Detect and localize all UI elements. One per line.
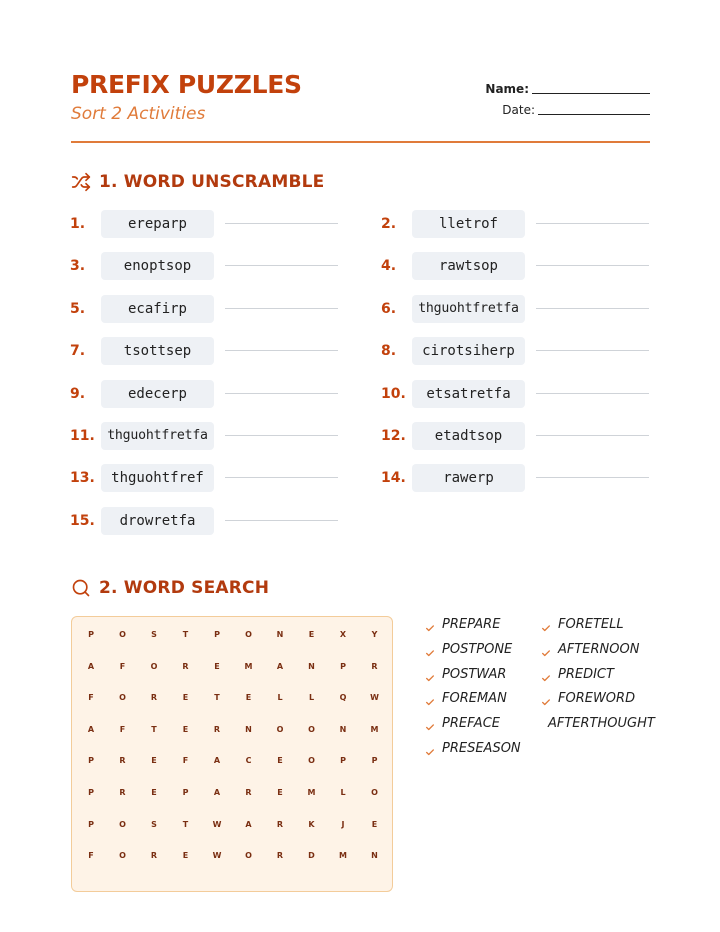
grid-letter[interactable]: O — [276, 724, 284, 734]
grid-letter[interactable]: P — [214, 630, 220, 639]
grid-letter[interactable]: N — [339, 724, 347, 734]
answer-line[interactable] — [225, 350, 338, 351]
student-info — [485, 80, 650, 122]
word-bank-word: PREDICT — [558, 666, 614, 682]
check-icon — [425, 719, 435, 729]
answer-line[interactable] — [536, 265, 649, 266]
grid-letter[interactable]: S — [151, 630, 157, 639]
grid-letter[interactable]: F — [182, 756, 189, 766]
grid-letter[interactable]: E — [277, 756, 283, 766]
grid-letter[interactable]: P — [340, 756, 346, 766]
scrambled-word: thguohtfretfa — [412, 295, 525, 323]
grid-letter[interactable]: N — [308, 661, 315, 671]
grid-letter[interactable]: A — [213, 756, 221, 766]
check-icon — [541, 645, 551, 655]
grid-letter[interactable]: T — [182, 819, 189, 829]
scrambled-word: thguohtfretfa — [101, 422, 214, 450]
scrambled-word: etadtsop — [412, 422, 525, 450]
grid-letter[interactable]: L — [308, 693, 315, 703]
word-bank-word: PREPARE — [442, 617, 501, 632]
grid-letter[interactable]: O — [308, 724, 315, 734]
scrambled-word: ecafirp — [101, 295, 214, 323]
grid-letter[interactable]: Y — [371, 630, 378, 639]
item-number: 15. — [70, 512, 95, 529]
grid-letter[interactable]: S — [151, 819, 157, 829]
grid-letter[interactable]: E — [277, 788, 283, 797]
answer-line[interactable] — [225, 223, 338, 224]
name-row — [485, 80, 650, 101]
word-bank-word: FOREMAN — [442, 691, 507, 707]
scrambled-word: etsatretfa — [412, 380, 525, 408]
unscramble-item — [70, 422, 350, 450]
item-number: 1. — [70, 216, 86, 232]
grid-letter[interactable]: L — [277, 693, 283, 703]
unscramble-item — [381, 380, 661, 408]
answer-line[interactable] — [536, 435, 649, 436]
check-icon — [425, 645, 435, 655]
check-icon — [425, 620, 435, 630]
grid-letter[interactable]: F — [119, 724, 126, 734]
grid-letter[interactable]: T — [151, 724, 157, 734]
grid-letter[interactable]: O — [119, 630, 126, 639]
answer-line[interactable] — [225, 435, 338, 436]
header-divider — [71, 141, 650, 143]
item-number: 10. — [381, 385, 406, 402]
item-number: 12. — [381, 428, 406, 444]
word-bank-word: FORETELL — [558, 617, 624, 632]
unscramble-item — [381, 422, 661, 450]
item-number: 7. — [70, 343, 86, 360]
check-icon — [425, 744, 435, 754]
grid-letter[interactable]: L — [340, 788, 346, 797]
unscramble-item — [70, 210, 350, 238]
grid-letter[interactable]: O — [245, 851, 252, 861]
scrambled-word: cirotsiherp — [412, 337, 525, 365]
unscramble-item — [381, 210, 661, 238]
grid-letter[interactable]: P — [88, 819, 94, 829]
grid-letter[interactable]: R — [245, 788, 252, 797]
answer-line[interactable] — [536, 308, 649, 309]
grid-letter[interactable]: M — [370, 724, 379, 734]
unscramble-item — [70, 337, 350, 365]
grid-letter[interactable]: R — [119, 788, 126, 797]
check-icon — [541, 694, 551, 704]
grid-letter[interactable]: P — [182, 788, 189, 797]
grid-letter[interactable]: X — [339, 630, 347, 639]
scrambled-word: drowretfa — [101, 507, 214, 535]
section-unscramble-title: 1. WORD UNSCRAMBLE — [99, 172, 325, 192]
grid-letter[interactable]: O — [119, 851, 126, 861]
item-number: 9. — [70, 385, 86, 402]
answer-line[interactable] — [225, 393, 338, 394]
grid-letter[interactable]: F — [88, 851, 94, 861]
unscramble-item — [70, 380, 350, 408]
grid-letter[interactable]: E — [245, 693, 252, 703]
answer-line[interactable] — [536, 350, 649, 351]
answer-line[interactable] — [536, 223, 649, 224]
answer-line[interactable] — [536, 393, 649, 394]
check-icon — [425, 670, 435, 680]
item-number: 5. — [70, 300, 86, 317]
grid-letter[interactable]: J — [341, 819, 345, 829]
grid-letter[interactable]: P — [340, 661, 346, 671]
grid-letter[interactable]: O — [371, 788, 378, 797]
scrambled-word: thguohtfref — [101, 464, 214, 492]
grid-letter[interactable]: Q — [339, 693, 347, 703]
answer-line[interactable] — [225, 477, 338, 478]
grid-letter[interactable]: O — [245, 630, 252, 639]
grid-letter[interactable]: E — [182, 693, 189, 703]
scrambled-word: edecerp — [101, 380, 214, 408]
answer-line[interactable] — [225, 265, 338, 266]
grid-letter[interactable]: W — [212, 819, 222, 829]
grid-letter[interactable]: R — [276, 819, 284, 829]
grid-letter[interactable]: E — [371, 819, 378, 829]
grid-letter[interactable]: P — [88, 630, 94, 639]
date-field[interactable] — [538, 113, 650, 115]
word-bank-word: AFTERTHOUGHT — [548, 716, 655, 732]
date-row — [485, 101, 650, 122]
answer-line[interactable] — [225, 308, 338, 309]
item-number: 4. — [381, 258, 397, 275]
grid-letter[interactable]: R — [276, 851, 284, 861]
unscramble-item — [70, 252, 350, 280]
scrambled-word: rawtsop — [412, 252, 525, 280]
grid-letter[interactable]: P — [371, 756, 378, 766]
unscramble-item — [381, 252, 661, 280]
word-bank-word: PREFACE — [442, 716, 500, 732]
grid-letter[interactable]: A — [276, 661, 284, 671]
item-number: 8. — [381, 343, 397, 360]
grid-letter[interactable]: M — [244, 661, 253, 671]
grid-letter[interactable]: F — [88, 693, 94, 703]
item-number: 3. — [70, 258, 86, 275]
grid-letter[interactable]: E — [308, 630, 315, 639]
grid-letter[interactable]: E — [182, 724, 189, 734]
grid-letter[interactable]: R — [371, 661, 378, 671]
search-icon — [71, 578, 91, 598]
word-bank-word: AFTERNOON — [558, 641, 640, 657]
grid-letter[interactable]: R — [213, 724, 221, 734]
check-icon — [425, 694, 435, 704]
grid-letter[interactable]: M — [339, 851, 347, 861]
grid-letter[interactable]: O — [308, 756, 315, 766]
scrambled-word: enoptsop — [101, 252, 214, 280]
section-unscramble-header — [71, 172, 324, 192]
grid-letter[interactable]: N — [371, 851, 378, 861]
grid-letter[interactable]: M — [307, 788, 316, 797]
grid-letter[interactable]: O — [150, 661, 158, 671]
grid-letter[interactable]: K — [308, 819, 315, 829]
grid-letter[interactable]: R — [182, 661, 189, 671]
grid-letter[interactable]: A — [213, 788, 221, 797]
name-field[interactable] — [532, 92, 650, 94]
answer-line[interactable] — [536, 477, 649, 478]
grid-letter[interactable]: A — [245, 819, 252, 829]
grid-letter[interactable]: E — [151, 756, 157, 766]
grid-letter[interactable]: E — [182, 851, 189, 861]
unscramble-item — [70, 464, 350, 492]
page-title: PREFIX PUZZLES — [71, 70, 302, 99]
grid-letter[interactable]: P — [88, 756, 94, 766]
unscramble-item — [381, 337, 661, 365]
grid-letter[interactable]: E — [214, 661, 220, 671]
scrambled-word: tsottsep — [101, 337, 214, 365]
item-number: 11. — [70, 428, 95, 444]
grid-letter[interactable]: T — [182, 630, 189, 639]
grid-letter[interactable]: R — [119, 756, 126, 766]
check-icon — [541, 670, 551, 680]
grid-letter[interactable]: N — [276, 630, 284, 639]
grid-letter[interactable]: F — [119, 661, 126, 671]
grid-letter[interactable]: C — [245, 756, 252, 766]
grid-letter[interactable]: A — [87, 724, 95, 734]
name-label: Name: — [485, 82, 529, 96]
unscramble-item — [70, 507, 350, 535]
grid-letter[interactable]: R — [150, 851, 158, 861]
item-number: 13. — [70, 470, 95, 487]
item-number: 2. — [381, 216, 397, 232]
item-number: 6. — [381, 300, 397, 317]
unscramble-item — [381, 295, 661, 323]
grid-letter[interactable]: T — [214, 693, 220, 703]
scrambled-word: lletrof — [412, 210, 525, 238]
item-number: 14. — [381, 470, 406, 487]
unscramble-item — [381, 464, 661, 492]
word-bank-word: POSTWAR — [442, 666, 507, 682]
word-bank-word: POSTPONE — [442, 641, 513, 657]
grid-letter[interactable]: W — [370, 693, 379, 703]
page-subtitle: Sort 2 Activities — [71, 104, 206, 124]
section-search-title: 2. WORD SEARCH — [99, 578, 270, 598]
grid-letter[interactable]: N — [245, 724, 252, 734]
grid-letter[interactable]: D — [308, 851, 315, 861]
grid-letter[interactable]: W — [212, 851, 222, 861]
section-search-header — [71, 578, 269, 598]
scrambled-word: ereparp — [101, 210, 214, 238]
grid-letter[interactable]: E — [151, 788, 157, 797]
date-label: Date: — [502, 103, 535, 117]
grid-letter[interactable]: O — [119, 693, 126, 703]
word-bank-word: FOREWORD — [558, 691, 636, 707]
grid-letter[interactable]: A — [87, 661, 95, 671]
shuffle-icon — [71, 172, 91, 192]
word-bank-word: PRESEASON — [442, 741, 521, 756]
answer-line[interactable] — [225, 520, 338, 521]
grid-letter[interactable]: R — [150, 693, 158, 703]
grid-letter[interactable]: O — [119, 819, 126, 829]
scrambled-word: rawerp — [412, 464, 525, 492]
check-icon — [541, 620, 551, 630]
unscramble-item — [70, 295, 350, 323]
word-search-grid — [71, 616, 393, 892]
grid-letter[interactable]: P — [88, 788, 94, 797]
